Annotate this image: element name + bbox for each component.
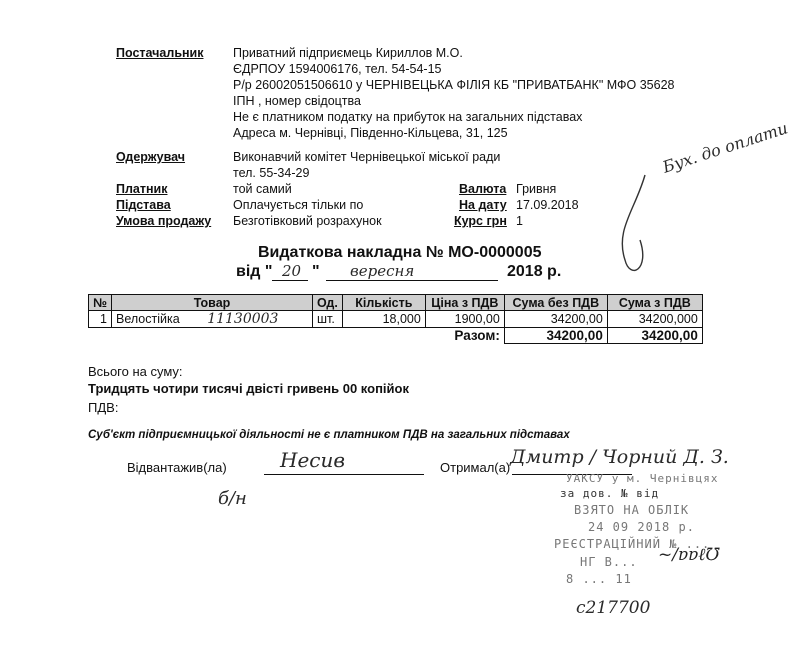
supplier-address: Адреса м. Чернівці, Південно-Кільцева, 31, 125 xyxy=(233,126,508,140)
payer-value: той самий xyxy=(233,182,292,196)
rate-value: 1 xyxy=(516,214,523,228)
corner-note: Бух. до оплати xyxy=(660,118,790,177)
total-net: 34200,00 xyxy=(504,328,607,344)
vat-note: Суб'єкт підприємницької діяльності не є платником ПДВ на загальних підставах xyxy=(88,429,570,441)
terms-value: Безготівковий розрахунок xyxy=(233,214,382,228)
row-unit: шт. xyxy=(313,311,343,328)
recipient-label: Одержувач xyxy=(116,150,186,164)
row-item xyxy=(112,311,313,328)
recipient-name: Виконавчий комітет Чернівецької міської ради xyxy=(233,150,501,164)
stamp-line4: 24 09 2018 р. xyxy=(588,520,695,534)
supplier-label: Постачальник xyxy=(116,46,204,60)
date-prefix: від " xyxy=(236,263,273,280)
bottom-number: с217700 xyxy=(576,598,651,618)
invoice-table xyxy=(88,294,703,344)
date-year: 2018 р. xyxy=(507,263,562,280)
supplier-name: Приватний підприємець Кириллов М.О. xyxy=(233,46,463,60)
total-gross: 34200,00 xyxy=(607,328,702,344)
basis-label: Підстава xyxy=(116,198,171,212)
date-day: 20 xyxy=(282,262,302,280)
stamp-line2: за дов. № від xyxy=(560,487,660,500)
date-label: На дату xyxy=(459,198,507,212)
sum-words: Тридцять чотири тисячі двісті гривень 00 копійок xyxy=(88,381,409,396)
received-signature: Дмитр / Чорний Д. З. xyxy=(510,446,729,468)
col-number: № xyxy=(89,295,112,311)
vat-label: ПДВ: xyxy=(88,400,119,415)
payer-label: Платник xyxy=(116,182,168,196)
table-total-row xyxy=(89,328,703,344)
stamp-line5: РЕЄСТРАЦІЙНИЙ № ... xyxy=(554,537,711,551)
basis-value: Оплачується тільки по xyxy=(233,198,364,212)
bottom-left-note: б/н xyxy=(218,488,247,509)
table-row xyxy=(89,311,703,328)
col-unit: Од. xyxy=(313,295,343,311)
supplier-tax: Не є платником податку на прибуток на загальних підставах xyxy=(233,110,583,124)
terms-label: Умова продажу xyxy=(116,214,212,228)
row-item-name: Велостійка xyxy=(116,312,180,326)
col-sum-gross: Сума з ПДВ xyxy=(607,295,702,311)
currency-label: Валюта xyxy=(459,182,507,196)
col-sum-net: Сума без ПДВ xyxy=(504,295,607,311)
date-month: вересня xyxy=(350,262,415,280)
date-quote: " xyxy=(312,263,320,280)
total-label: Разом: xyxy=(454,328,500,344)
stamp-line1: УАКСУ у м. Чернівцях xyxy=(566,472,719,485)
rate-label: Курс грн xyxy=(454,214,507,228)
col-qty: Кількість xyxy=(342,295,425,311)
recipient-phone: тел. 55-34-29 xyxy=(233,166,310,180)
shipped-label: Відвантажив(ла) xyxy=(127,460,227,475)
stamp-line7: 8 ... 11 xyxy=(566,572,632,586)
received-label: Отримал(а) xyxy=(440,460,511,475)
stamp-signature-icon: ~/ɐɐℓ℧ xyxy=(658,545,720,565)
row-qty: 18,000 xyxy=(342,311,425,328)
supplier-account: Р/р 26002051506610 у ЧЕРНІВЕЦЬКА ФІЛІЯ КБ "ПРИВАТБАНК" МФО 35628 xyxy=(233,78,675,92)
col-price: Ціна з ПДВ xyxy=(425,295,504,311)
shipped-signature: Несив xyxy=(280,448,345,472)
row-sum-gross: 34200,000 xyxy=(607,311,702,328)
row-sum-net: 34200,00 xyxy=(504,311,607,328)
date-value: 17.09.2018 xyxy=(516,198,579,212)
invoice-title: Видаткова накладна № МО-0000005 xyxy=(258,244,542,261)
stamp-line3: ВЗЯТО НА ОБЛІК xyxy=(574,503,690,517)
stamp-line6: НГ В... xyxy=(580,555,638,569)
supplier-edrpou: ЄДРПОУ 1594006176, тел. 54-54-15 xyxy=(233,62,442,76)
handwritten-stroke-icon xyxy=(605,170,665,290)
row-item-note: 11130003 xyxy=(207,311,279,327)
row-price: 1900,00 xyxy=(425,311,504,328)
row-number: 1 xyxy=(89,311,112,328)
currency-value: Гривня xyxy=(516,182,557,196)
table-header-row xyxy=(89,295,703,311)
col-item: Товар xyxy=(112,295,313,311)
supplier-ipn: ІПН , номер свідоцтва xyxy=(233,94,361,108)
sum-label: Всього на суму: xyxy=(88,364,183,379)
